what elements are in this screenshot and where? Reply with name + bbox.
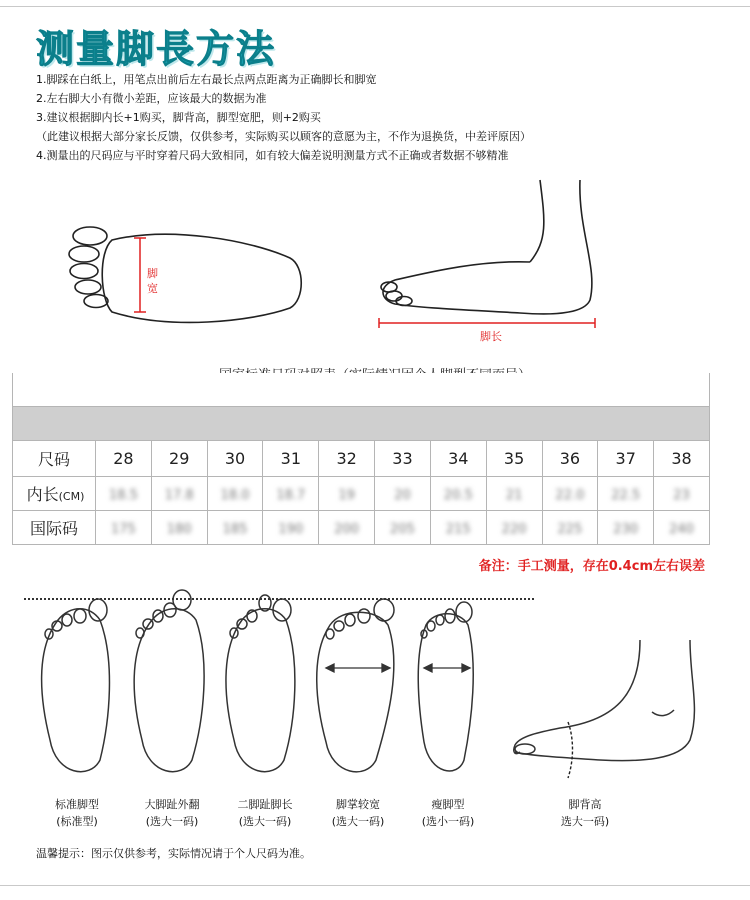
standard-foot-icon [42, 599, 110, 772]
foot-type-advice: (标准型) [56, 815, 98, 828]
inner-length-cell [654, 477, 710, 511]
foot-type-caption-hallux-valgus [122, 796, 222, 830]
inner-length-cell [486, 477, 542, 511]
size-cell: 34 [430, 441, 486, 477]
table-spacer-row [13, 373, 710, 407]
size-cell: 30 [207, 441, 263, 477]
bottom-divider [0, 885, 750, 886]
standard-size-value: 215 [445, 522, 471, 537]
foot-type-advice: 选大一码) [560, 815, 610, 828]
width-arrows-icon [326, 664, 470, 672]
instruction-1: 1.脚踩在白纸上，用笔点出前后左右最长点两点距离为正确脚长和脚宽 [36, 73, 377, 86]
instruction-4: 4.测量出的尺码应与平时穿着尺码大致相同，如有较大偏差说明测量方式不正确或者数据不够精准 [36, 149, 509, 162]
inner-length-value: 22.5 [611, 488, 641, 503]
inner-length-cell [151, 477, 207, 511]
page-title: 测量脚長方法 [36, 27, 277, 71]
standard-size-value: 225 [557, 522, 583, 537]
size-cell: 32 [319, 441, 375, 477]
foot-type-name: 脚背高 [568, 798, 602, 811]
size-cell: 28 [96, 441, 152, 477]
inner-length-value: 23 [673, 488, 690, 503]
table-header-band [13, 407, 710, 441]
foot-type-caption-wide [308, 796, 408, 830]
standard-size-cell [486, 511, 542, 545]
foot-width-marker [134, 238, 146, 312]
foot-length-label: 脚长 [480, 330, 502, 343]
measurement-error-note: 备注：手工测量，存在0.4cm左右误差 [478, 559, 705, 574]
instruction-2: 2.左右脚大小有微小差距，应该最大的数据为准 [36, 92, 267, 105]
inner-length-unit: (CM) [58, 490, 85, 503]
standard-size-cell [430, 511, 486, 545]
foot-type-caption-high-instep [535, 796, 635, 830]
size-cell: 35 [486, 441, 542, 477]
standard-size-cell [598, 511, 654, 545]
size-cell: 31 [263, 441, 319, 477]
standard-size-cell [375, 511, 431, 545]
standard-size-value: 200 [334, 522, 360, 537]
instruction-3: 3.建议根据脚内长+1购买，脚背高，脚型宽肥，则+2购买 [36, 111, 321, 124]
instruction-3-note: （此建议根据大部分家长反馈，仅供参考，实际购买以顾客的意愿为主，不作为退换货，中差评原因） [36, 130, 531, 143]
inner-length-cell [375, 477, 431, 511]
hallux-valgus-foot-icon [134, 590, 204, 772]
foot-type-advice: (选大一码) [238, 815, 292, 828]
foot-width-char-1: 脚 [147, 267, 158, 280]
foot-type-advice: (选大一码) [145, 815, 199, 828]
size-cell: 33 [375, 441, 431, 477]
foot-type-name: 瘦脚型 [431, 798, 465, 811]
high-instep-foot-icon [514, 640, 695, 761]
size-cell: 37 [598, 441, 654, 477]
size-label: 尺码 [13, 441, 96, 477]
inner-length-cell [598, 477, 654, 511]
foot-type-name: 大脚趾外翻 [144, 798, 200, 811]
warm-tip: 温馨提示：图示仅供参考，实际情况请于个人尺码为准。 [36, 847, 311, 860]
standard-size-cell [319, 511, 375, 545]
foot-type-caption-standard [27, 796, 127, 830]
instep-marker-icon [568, 722, 573, 778]
table-row-size [13, 441, 710, 477]
standard-size-value: 180 [166, 522, 192, 537]
foot-length-marker [379, 318, 595, 328]
inner-length-cell [96, 477, 152, 511]
toe-reference-line [24, 598, 534, 600]
standard-size-cell [151, 511, 207, 545]
table-row-inner-length [13, 477, 710, 511]
wide-forefoot-icon [317, 599, 394, 772]
size-cell: 29 [151, 441, 207, 477]
inner-length-cell [542, 477, 598, 511]
inner-length-value: 17.8 [164, 488, 194, 503]
footprint-top-view-icon [69, 227, 301, 322]
standard-size-cell [96, 511, 152, 545]
standard-size-cell [654, 511, 710, 545]
standard-size-cell [263, 511, 319, 545]
inner-length-label-text: 内长 [26, 485, 59, 504]
standard-size-cell [207, 511, 263, 545]
standard-size-value: 185 [222, 522, 248, 537]
foot-type-name: 标准脚型 [55, 798, 99, 811]
standard-size-value: 190 [278, 522, 304, 537]
inner-length-value: 18.7 [276, 488, 306, 503]
size-cell: 38 [654, 441, 710, 477]
foot-type-advice: (选小一码) [421, 815, 475, 828]
inner-length-value: 20.5 [443, 488, 473, 503]
inner-length-cell [430, 477, 486, 511]
size-cell: 36 [542, 441, 598, 477]
inner-length-value: 19 [338, 488, 355, 503]
foot-type-advice: (选大一码) [331, 815, 385, 828]
standard-size-label: 国际码 [13, 511, 96, 545]
standard-size-value: 205 [390, 522, 415, 537]
inner-length-cell [263, 477, 319, 511]
standard-size-value: 230 [613, 522, 639, 537]
inner-length-cell [319, 477, 375, 511]
foot-type-caption-narrow [398, 796, 498, 830]
standard-size-value: 175 [110, 522, 136, 537]
inner-length-value: 18.0 [220, 488, 250, 503]
size-chart-table [12, 373, 710, 545]
foot-side-view-icon [381, 180, 592, 314]
inner-length-label [13, 477, 96, 511]
standard-size-cell [542, 511, 598, 545]
foot-type-name: 二脚趾脚长 [237, 798, 293, 811]
long-second-toe-foot-icon [226, 595, 295, 772]
foot-width-char-2: 宽 [147, 282, 158, 295]
inner-length-value: 20 [394, 488, 411, 503]
inner-length-value: 21 [505, 488, 523, 503]
table-row-standard-size [13, 511, 710, 545]
inner-length-value: 22.0 [555, 488, 585, 503]
inner-length-cell [207, 477, 263, 511]
foot-width-label [147, 266, 162, 295]
foot-type-name: 脚掌较宽 [336, 798, 380, 811]
standard-size-value: 240 [669, 522, 694, 537]
foot-type-caption-long-second-toe [215, 796, 315, 830]
standard-size-value: 220 [501, 522, 527, 537]
narrow-foot-icon [418, 602, 473, 771]
inner-length-value: 18.5 [108, 488, 138, 503]
